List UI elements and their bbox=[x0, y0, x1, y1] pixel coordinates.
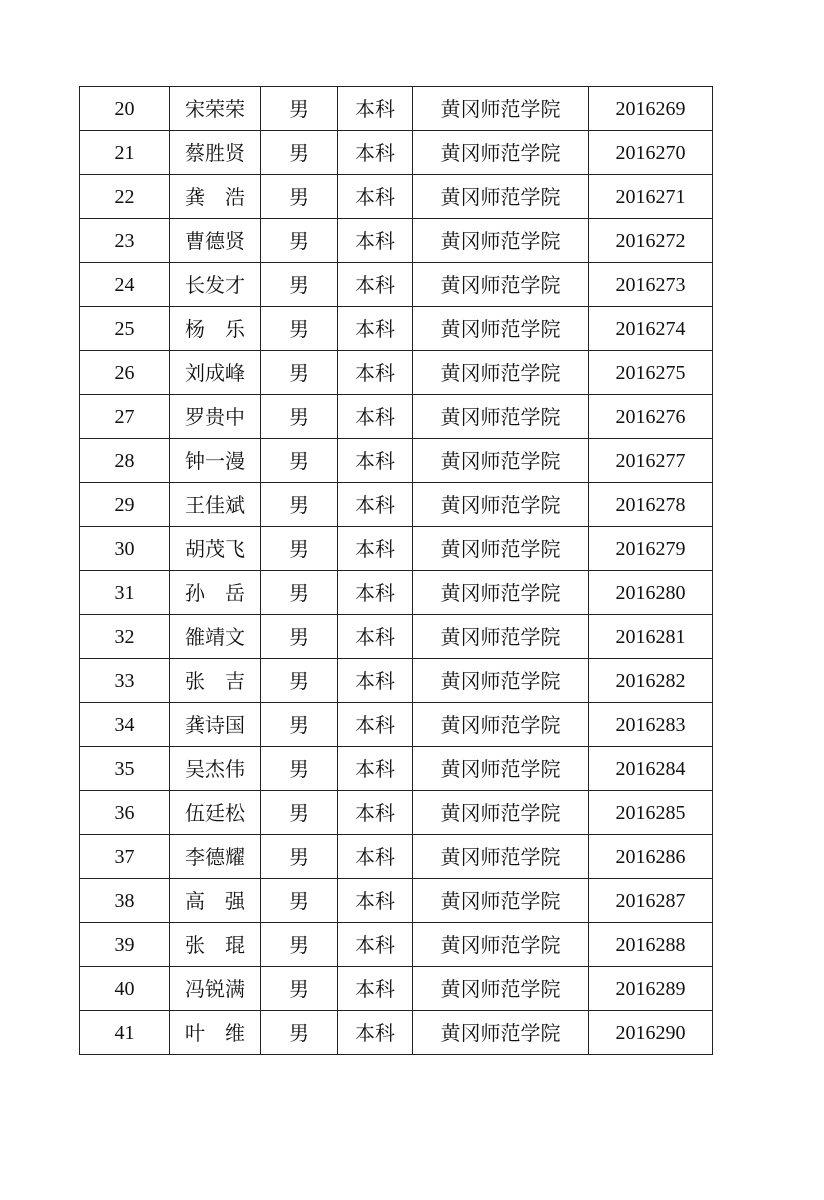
name-cell: 长发才 bbox=[170, 263, 261, 307]
degree-cell: 本科 bbox=[338, 395, 413, 439]
school-cell: 黄冈师范学院 bbox=[413, 615, 589, 659]
table-row bbox=[80, 967, 713, 1011]
gender-cell: 男 bbox=[261, 87, 338, 131]
gender-cell: 男 bbox=[261, 879, 338, 923]
degree-cell: 本科 bbox=[338, 659, 413, 703]
school-cell: 黄冈师范学院 bbox=[413, 351, 589, 395]
gender-cell: 男 bbox=[261, 571, 338, 615]
table-row bbox=[80, 175, 713, 219]
name-cell: 李德耀 bbox=[170, 835, 261, 879]
school-cell: 黄冈师范学院 bbox=[413, 131, 589, 175]
school-cell: 黄冈师范学院 bbox=[413, 1011, 589, 1055]
school-cell: 黄冈师范学院 bbox=[413, 527, 589, 571]
name-cell: 宋荣荣 bbox=[170, 87, 261, 131]
id-number-cell: 2016278 bbox=[589, 483, 713, 527]
id-number-cell: 2016285 bbox=[589, 791, 713, 835]
table-row bbox=[80, 307, 713, 351]
name-cell: 王佳斌 bbox=[170, 483, 261, 527]
degree-cell: 本科 bbox=[338, 483, 413, 527]
row-number-cell: 25 bbox=[80, 307, 170, 351]
id-number-cell: 2016284 bbox=[589, 747, 713, 791]
school-cell: 黄冈师范学院 bbox=[413, 219, 589, 263]
table-row bbox=[80, 395, 713, 439]
id-number-cell: 2016270 bbox=[589, 131, 713, 175]
id-number-cell: 2016276 bbox=[589, 395, 713, 439]
table-row bbox=[80, 615, 713, 659]
degree-cell: 本科 bbox=[338, 131, 413, 175]
school-cell: 黄冈师范学院 bbox=[413, 571, 589, 615]
row-number-cell: 20 bbox=[80, 87, 170, 131]
degree-cell: 本科 bbox=[338, 351, 413, 395]
row-number-cell: 23 bbox=[80, 219, 170, 263]
gender-cell: 男 bbox=[261, 131, 338, 175]
row-number-cell: 29 bbox=[80, 483, 170, 527]
id-number-cell: 2016275 bbox=[589, 351, 713, 395]
degree-cell: 本科 bbox=[338, 219, 413, 263]
name-cell: 龚 浩 bbox=[170, 175, 261, 219]
table-row bbox=[80, 263, 713, 307]
gender-cell: 男 bbox=[261, 219, 338, 263]
gender-cell: 男 bbox=[261, 615, 338, 659]
school-cell: 黄冈师范学院 bbox=[413, 923, 589, 967]
row-number-cell: 37 bbox=[80, 835, 170, 879]
table-row bbox=[80, 659, 713, 703]
table-row bbox=[80, 835, 713, 879]
degree-cell: 本科 bbox=[338, 439, 413, 483]
gender-cell: 男 bbox=[261, 791, 338, 835]
id-number-cell: 2016281 bbox=[589, 615, 713, 659]
degree-cell: 本科 bbox=[338, 87, 413, 131]
gender-cell: 男 bbox=[261, 351, 338, 395]
school-cell: 黄冈师范学院 bbox=[413, 175, 589, 219]
id-number-cell: 2016272 bbox=[589, 219, 713, 263]
gender-cell: 男 bbox=[261, 395, 338, 439]
degree-cell: 本科 bbox=[338, 923, 413, 967]
roster-table bbox=[79, 86, 713, 1055]
degree-cell: 本科 bbox=[338, 263, 413, 307]
row-number-cell: 28 bbox=[80, 439, 170, 483]
row-number-cell: 40 bbox=[80, 967, 170, 1011]
table-row bbox=[80, 571, 713, 615]
table-row bbox=[80, 747, 713, 791]
id-number-cell: 2016282 bbox=[589, 659, 713, 703]
table-row bbox=[80, 483, 713, 527]
degree-cell: 本科 bbox=[338, 879, 413, 923]
row-number-cell: 24 bbox=[80, 263, 170, 307]
row-number-cell: 30 bbox=[80, 527, 170, 571]
table-row bbox=[80, 351, 713, 395]
row-number-cell: 34 bbox=[80, 703, 170, 747]
row-number-cell: 21 bbox=[80, 131, 170, 175]
row-number-cell: 31 bbox=[80, 571, 170, 615]
id-number-cell: 2016271 bbox=[589, 175, 713, 219]
school-cell: 黄冈师范学院 bbox=[413, 791, 589, 835]
name-cell: 刘成峰 bbox=[170, 351, 261, 395]
table-row bbox=[80, 527, 713, 571]
row-number-cell: 39 bbox=[80, 923, 170, 967]
school-cell: 黄冈师范学院 bbox=[413, 747, 589, 791]
degree-cell: 本科 bbox=[338, 967, 413, 1011]
name-cell: 雒靖文 bbox=[170, 615, 261, 659]
gender-cell: 男 bbox=[261, 747, 338, 791]
name-cell: 冯锐满 bbox=[170, 967, 261, 1011]
gender-cell: 男 bbox=[261, 483, 338, 527]
degree-cell: 本科 bbox=[338, 835, 413, 879]
degree-cell: 本科 bbox=[338, 703, 413, 747]
row-number-cell: 27 bbox=[80, 395, 170, 439]
school-cell: 黄冈师范学院 bbox=[413, 439, 589, 483]
gender-cell: 男 bbox=[261, 527, 338, 571]
table-row bbox=[80, 703, 713, 747]
row-number-cell: 32 bbox=[80, 615, 170, 659]
degree-cell: 本科 bbox=[338, 307, 413, 351]
gender-cell: 男 bbox=[261, 175, 338, 219]
table-row bbox=[80, 131, 713, 175]
gender-cell: 男 bbox=[261, 263, 338, 307]
gender-cell: 男 bbox=[261, 835, 338, 879]
table-row bbox=[80, 791, 713, 835]
school-cell: 黄冈师范学院 bbox=[413, 659, 589, 703]
degree-cell: 本科 bbox=[338, 527, 413, 571]
school-cell: 黄冈师范学院 bbox=[413, 967, 589, 1011]
name-cell: 钟一漫 bbox=[170, 439, 261, 483]
id-number-cell: 2016289 bbox=[589, 967, 713, 1011]
roster-table-body bbox=[80, 87, 713, 1055]
gender-cell: 男 bbox=[261, 439, 338, 483]
name-cell: 吴杰伟 bbox=[170, 747, 261, 791]
name-cell: 张 琨 bbox=[170, 923, 261, 967]
id-number-cell: 2016273 bbox=[589, 263, 713, 307]
degree-cell: 本科 bbox=[338, 175, 413, 219]
name-cell: 罗贵中 bbox=[170, 395, 261, 439]
name-cell: 杨 乐 bbox=[170, 307, 261, 351]
school-cell: 黄冈师范学院 bbox=[413, 263, 589, 307]
name-cell: 孙 岳 bbox=[170, 571, 261, 615]
name-cell: 张 吉 bbox=[170, 659, 261, 703]
gender-cell: 男 bbox=[261, 659, 338, 703]
row-number-cell: 33 bbox=[80, 659, 170, 703]
name-cell: 曹德贤 bbox=[170, 219, 261, 263]
id-number-cell: 2016283 bbox=[589, 703, 713, 747]
row-number-cell: 26 bbox=[80, 351, 170, 395]
name-cell: 胡茂飞 bbox=[170, 527, 261, 571]
row-number-cell: 35 bbox=[80, 747, 170, 791]
table-row bbox=[80, 1011, 713, 1055]
id-number-cell: 2016277 bbox=[589, 439, 713, 483]
gender-cell: 男 bbox=[261, 923, 338, 967]
degree-cell: 本科 bbox=[338, 571, 413, 615]
name-cell: 高 强 bbox=[170, 879, 261, 923]
table-row bbox=[80, 219, 713, 263]
gender-cell: 男 bbox=[261, 307, 338, 351]
school-cell: 黄冈师范学院 bbox=[413, 307, 589, 351]
table-row bbox=[80, 879, 713, 923]
school-cell: 黄冈师范学院 bbox=[413, 879, 589, 923]
row-number-cell: 41 bbox=[80, 1011, 170, 1055]
id-number-cell: 2016288 bbox=[589, 923, 713, 967]
name-cell: 龚诗国 bbox=[170, 703, 261, 747]
gender-cell: 男 bbox=[261, 967, 338, 1011]
gender-cell: 男 bbox=[261, 1011, 338, 1055]
id-number-cell: 2016286 bbox=[589, 835, 713, 879]
table-row bbox=[80, 439, 713, 483]
school-cell: 黄冈师范学院 bbox=[413, 703, 589, 747]
school-cell: 黄冈师范学院 bbox=[413, 395, 589, 439]
gender-cell: 男 bbox=[261, 703, 338, 747]
row-number-cell: 38 bbox=[80, 879, 170, 923]
table-row bbox=[80, 923, 713, 967]
table-row bbox=[80, 87, 713, 131]
school-cell: 黄冈师范学院 bbox=[413, 483, 589, 527]
school-cell: 黄冈师范学院 bbox=[413, 835, 589, 879]
name-cell: 蔡胜贤 bbox=[170, 131, 261, 175]
id-number-cell: 2016290 bbox=[589, 1011, 713, 1055]
id-number-cell: 2016280 bbox=[589, 571, 713, 615]
degree-cell: 本科 bbox=[338, 747, 413, 791]
row-number-cell: 22 bbox=[80, 175, 170, 219]
id-number-cell: 2016287 bbox=[589, 879, 713, 923]
degree-cell: 本科 bbox=[338, 615, 413, 659]
degree-cell: 本科 bbox=[338, 791, 413, 835]
row-number-cell: 36 bbox=[80, 791, 170, 835]
id-number-cell: 2016274 bbox=[589, 307, 713, 351]
name-cell: 伍廷松 bbox=[170, 791, 261, 835]
id-number-cell: 2016279 bbox=[589, 527, 713, 571]
school-cell: 黄冈师范学院 bbox=[413, 87, 589, 131]
name-cell: 叶 维 bbox=[170, 1011, 261, 1055]
degree-cell: 本科 bbox=[338, 1011, 413, 1055]
id-number-cell: 2016269 bbox=[589, 87, 713, 131]
